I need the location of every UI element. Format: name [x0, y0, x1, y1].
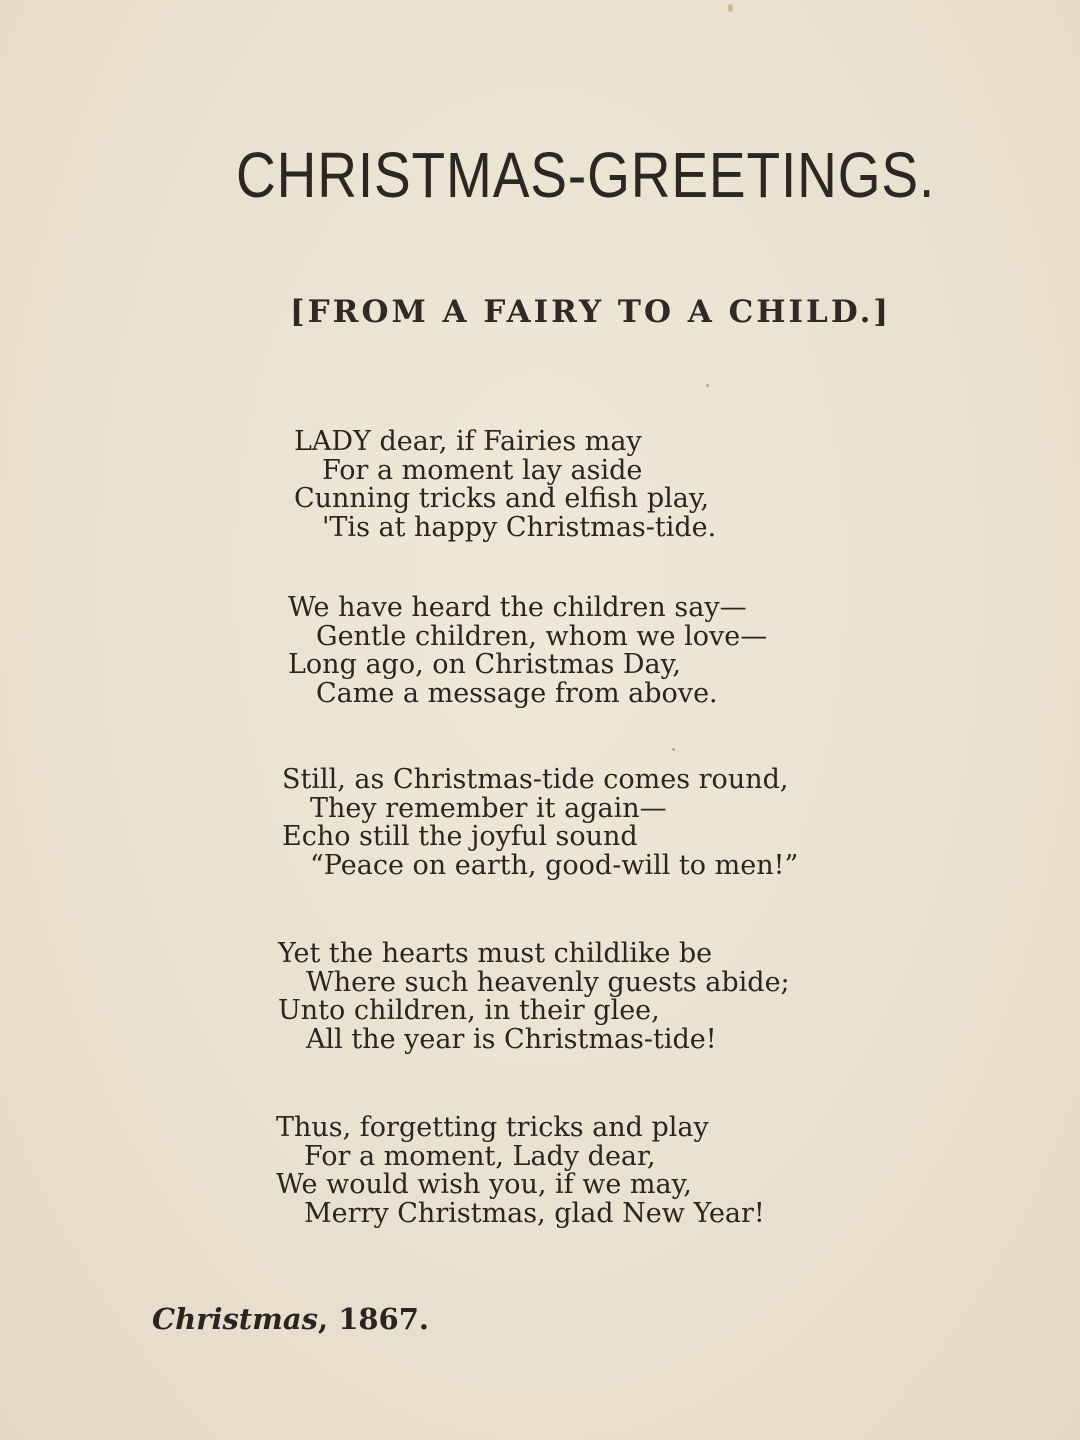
paper-fleck [728, 4, 733, 12]
poem-line: 'Tis at happy Christmas-tide. [322, 511, 717, 543]
poem-line: Echo still the joyful sound [282, 821, 638, 852]
poem-line: Cunning tricks and elfish play, [294, 483, 710, 514]
poem-line: Yet the hearts must childlike be [278, 938, 713, 969]
poem-line: Merry Christmas, glad New Year! [304, 1197, 765, 1229]
stanza [288, 594, 767, 708]
stanza [282, 766, 798, 880]
dateline-year: , 1867. [318, 1302, 430, 1336]
stanza [276, 1114, 765, 1228]
page-title: CHRISTMAS-GREETINGS. [236, 139, 936, 211]
poem-line: Gentle children, whom we love— [316, 620, 768, 652]
poem-line: We would wish you, if we may, [276, 1169, 692, 1200]
poem-line: Unto children, in their glee, [278, 995, 660, 1026]
poem-line: They remember it again— [310, 792, 667, 824]
paper-fleck [672, 748, 675, 751]
poem-line: Long ago, on Christmas Day, [288, 649, 681, 680]
poem-line: Thus, forgetting tricks and play [276, 1112, 709, 1143]
poem-line: “Peace on earth, good-will to men!” [310, 849, 799, 881]
poem-line: All the year is Christmas-tide! [306, 1023, 717, 1055]
stanza [278, 940, 790, 1054]
poem-subtitle: [FROM A FAIRY TO A CHILD.] [290, 294, 892, 330]
poem-line: Where such heavenly guests abide; [306, 966, 790, 998]
poem-line: For a moment lay aside [322, 454, 643, 486]
poem-line: For a moment, Lady dear, [304, 1140, 656, 1172]
poem-line: LADY dear, if Fairies may [294, 426, 642, 457]
poem-line: Came a message from above. [316, 677, 718, 709]
dateline [152, 1302, 429, 1336]
stanza [294, 428, 716, 542]
dateline-word: Christmas [152, 1302, 318, 1336]
paper-fleck [706, 384, 709, 387]
poem-line: We have heard the children say— [288, 592, 747, 623]
poem-line: Still, as Christmas-tide comes round, [282, 764, 789, 795]
